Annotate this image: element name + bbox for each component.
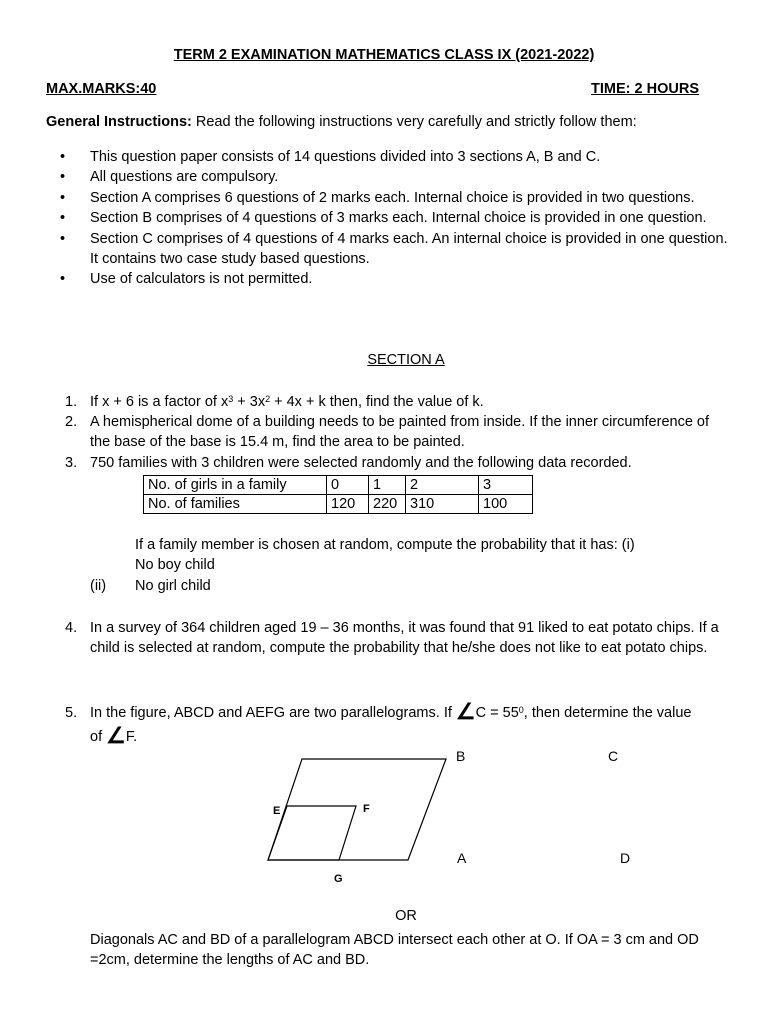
table-cell: 1 — [369, 476, 406, 495]
angle-symbol: ∠ — [455, 699, 476, 724]
table-cell: 3 — [479, 476, 533, 495]
table-cell: 220 — [369, 495, 406, 514]
instruction-item: • This question paper consists of 14 questions divided into 3 sections A, B and C. — [60, 147, 730, 167]
label-f: F — [363, 803, 370, 815]
instructions-text: Read the following instructions very carefully and strictly follow them: — [191, 114, 637, 130]
table-cell: 2 — [406, 476, 479, 495]
label-a: A — [457, 850, 467, 866]
q1-exp-3: 3 — [228, 394, 234, 404]
table-cell: No. of families — [144, 495, 327, 514]
table-cell: 310 — [406, 495, 479, 514]
label-e: E — [273, 805, 281, 817]
q5-text-a: In the figure, ABCD and AEFG are two parallelograms. If — [90, 705, 456, 721]
table-cell: No. of girls in a family — [144, 476, 327, 495]
instruction-item: • Use of calculators is not permitted. — [60, 269, 730, 289]
label-d: D — [620, 850, 631, 866]
q2-text: A hemispherical dome of a building needs to be painted from inside. If the inner circumference of the base of the base is 15.4 m, find the area to be painted. — [90, 414, 710, 451]
q3-text: 750 families with 3 children were selected randomly and the following data recorded. — [90, 455, 632, 471]
q3-sub-ii-label: (ii) — [90, 578, 107, 594]
question-number: 1. — [65, 394, 78, 410]
q3-sub-i-text: No boy child — [135, 557, 215, 573]
q5-text-e: F. — [125, 729, 138, 746]
max-marks: MAX.MARKS:40 — [46, 81, 157, 97]
q1-text-c: + 4x + k then, find the value of k. — [270, 394, 484, 410]
question-number: 4. — [65, 620, 78, 636]
instruction-item: • Section B comprises of 4 questions of 3 marks each. Internal choice is provided in one question. — [60, 208, 730, 228]
instruction-item: • Section A comprises 6 questions of 2 marks each. Internal choice is provided in two questions. — [60, 188, 730, 208]
q1-text-a: If x + 6 is a factor of x — [90, 394, 229, 410]
q5-text-d: of — [90, 729, 107, 746]
paper-title: TERM 2 EXAMINATION MATHEMATICS CLASS IX (2021-2022) — [173, 47, 595, 63]
q1-exp-2: 2 — [265, 394, 271, 404]
question-number: 2. — [65, 414, 78, 430]
instruction-item: • All questions are compulsory. — [60, 167, 730, 187]
instructions-label: General Instructions: — [46, 114, 192, 130]
q5-text-c: , then determine the value — [523, 705, 692, 721]
table-cell: 100 — [479, 495, 533, 514]
q5-degree: 0 — [518, 705, 524, 715]
angle-symbol: ∠ — [106, 723, 126, 749]
question-number: 3. — [65, 455, 78, 471]
question-number: 5. — [65, 705, 78, 721]
instruction-item: • Section C comprises of 4 questions of 4 marks each. An internal choice is provided in one question. It contains two case study based questions. — [60, 229, 730, 270]
section-a-heading: SECTION A — [367, 352, 445, 368]
parallelogram-abcd — [268, 759, 446, 860]
q3-sub-ii-text: No girl child — [135, 578, 211, 594]
q5-text-b: C = 55 — [475, 705, 519, 721]
label-b: B — [456, 748, 466, 764]
q3-prompt-line1: If a family member is chosen at random, compute the probability that it has: (i) — [135, 537, 635, 553]
q1-text-b: + 3x — [233, 394, 266, 410]
or-separator: OR — [395, 908, 417, 924]
table-cell: 0 — [327, 476, 369, 495]
label-c: C — [608, 748, 619, 764]
table-cell: 120 — [327, 495, 369, 514]
label-g: G — [334, 873, 343, 885]
q4-text: In a survey of 364 children aged 19 – 36 months, it was found that 91 liked to eat potato chips. If a child is selected at random, compute the probability that he/she does not like to eat potato chips. — [90, 620, 719, 657]
q5-alternative: Diagonals AC and BD of a parallelogram ABCD intersect each other at O. If OA = 3 cm and OD =2cm, determine the lengths of AC and BD. — [90, 932, 699, 969]
parallelogram-aefg — [268, 806, 356, 860]
time-allowed: TIME: 2 HOURS — [591, 81, 699, 97]
